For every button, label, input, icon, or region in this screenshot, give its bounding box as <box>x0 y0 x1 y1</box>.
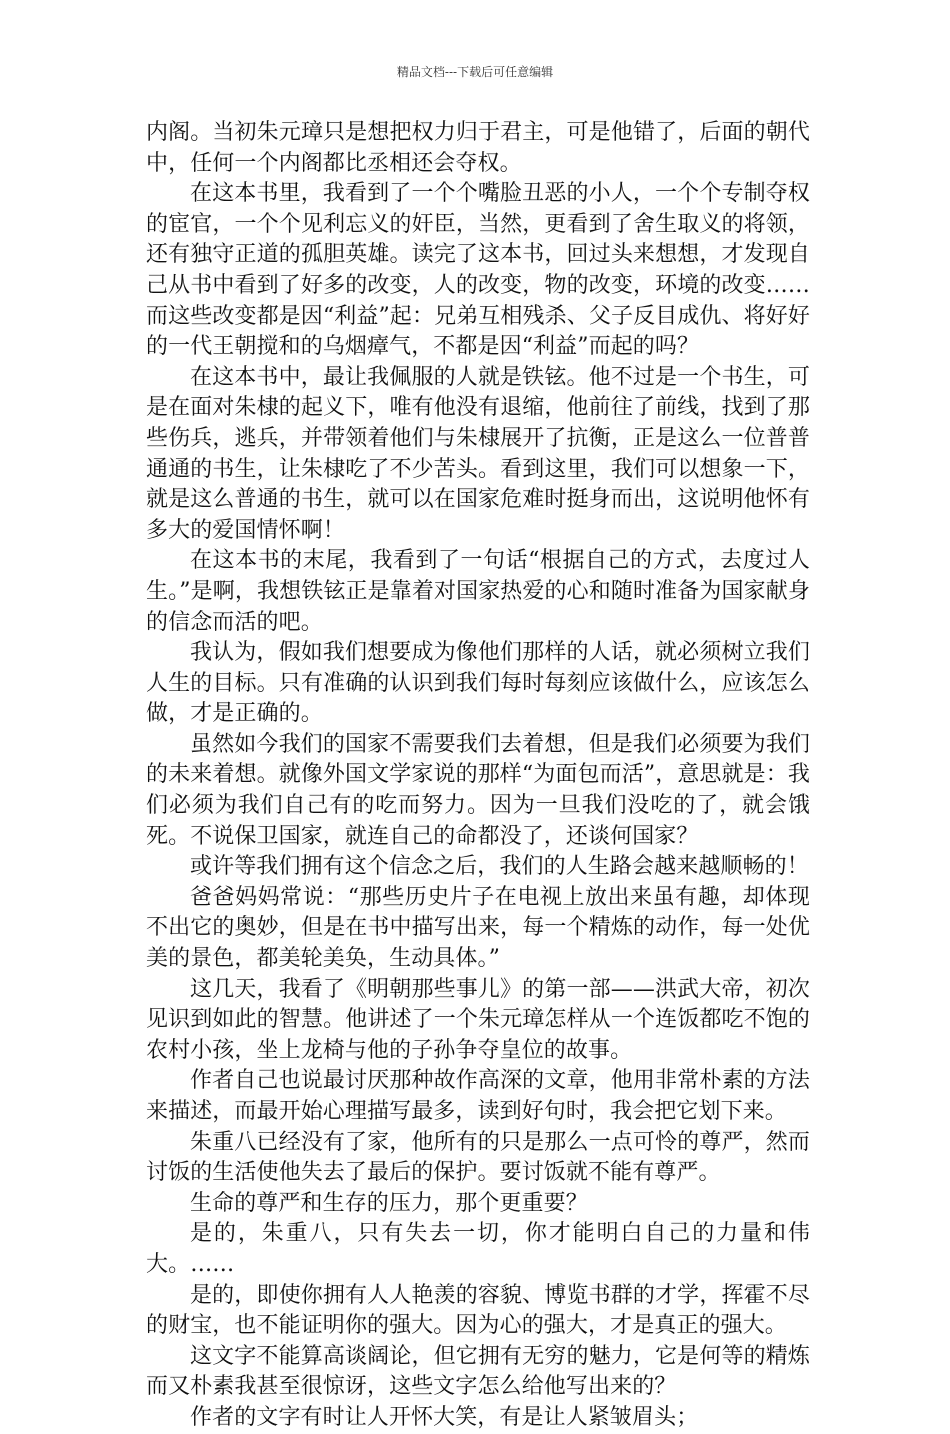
paragraph: 作者自己也说最讨厌那种故作高深的文章，他用非常朴素的方法来描述，而最开始心理描写最多，读到好句时，我会把它划下来。 <box>146 1068 810 1124</box>
paragraph: 这文字不能算高谈阔论，但它拥有无穷的魅力，它是何等的精炼而又朴素我甚至很惊讶，这些文字怎么给他写出来的？ <box>146 1343 810 1400</box>
paragraph: 是的，朱重八，只有失去一切，你才能明白自己的力量和伟大。…… <box>146 1221 810 1277</box>
paragraph: 是的，即使你拥有人人艳羡的容貌、博览书群的才学，挥霍不尽的财宝，也不能证明你的强大。因为心的强大，才是真正的强大。 <box>146 1282 810 1339</box>
paragraph: 或许等我们拥有这个信念之后，我们的人生路会越来越顺畅的！ <box>190 854 809 880</box>
paragraph: 生命的尊严和生存的压力，那个更重要？ <box>190 1190 588 1216</box>
paragraph: 内阁。当初朱元璋只是想把权力归于君主，可是他错了，后面的朝代中，任何一个内阁都比丞相还会夺权。 <box>146 120 810 176</box>
page-header: 精品文档---下载后可任意编辑 <box>396 65 554 79</box>
paragraph: 朱重八已经没有了家，他所有的只是那么一点可怜的尊严，然而讨饭的生活使他失去了最后的保护。要讨饭就不能有尊严。 <box>146 1129 810 1186</box>
paragraph: 在这本书中，最让我佩服的人就是铁铉。他不过是一个书生，可是在面对朱棣的起义下，唯有他没有退缩，他前往了前线，找到了那些伤兵，逃兵，并带领着他们与朱棣展开了抗衡，正是这么一位普普通通的书生，让朱棣吃了不少苦头。看到这里，我们可以想象一下，就是这么普通的书生，就可以在国家危难时挺身而出，这说明他怀有多大的爱国情怀啊！ <box>146 364 810 543</box>
document-body <box>146 118 810 1434</box>
paragraph: 在这本书里，我看到了一个个嘴脸丑恶的小人，一个个专制夺权的宦官，一个个见利忘义的奸臣，当然，更看到了舍生取义的将领，还有独守正道的孤胆英雄。读完了这本书，回过头来想想，才发现自己从书中看到了好多的改变，人的改变，物的改变，环境的改变……而这些改变都是因“利益”起：兄弟互相残杀、父子反目成仇、将好好的一代王朝搅和的乌烟瘴气，不都是因“利益”而起的吗？ <box>146 181 810 360</box>
paragraph: 虽然如今我们的国家不需要我们去着想，但是我们必须要为我们的未来着想。就像外国文学家说的那样“为面包而活”，意思就是：我们必须为我们自己有的吃而努力。因为一旦我们没吃的了，就会饿死。不说保卫国家，就连自己的命都没了，还谈何国家？ <box>146 731 810 849</box>
paragraph: 作者的文字有时让人开怀大笑，有是让人紧皱眉头； <box>190 1404 699 1430</box>
paragraph: 我认为，假如我们想要成为像他们那样的人话，就必须树立我们人生的目标。只有准确的认识到我们每时每刻应该做什么，应该怎么做，才是正确的。 <box>146 640 810 727</box>
paragraph: 这几天，我看了《明朝那些事儿》的第一部——洪武大帝，初次见识到如此的智慧。他讲述了一个朱元璋怎样从一个连饭都吃不饱的农村小孩，坐上龙椅与他的子孙争夺皇位的故事。 <box>146 976 810 1063</box>
paragraph: 爸爸妈妈常说：“那些历史片子在电视上放出来虽有趣，却体现不出它的奥妙，但是在书中描写出来，每一个精炼的动作，每一处优美的景色，都美轮美奂，生动具体。” <box>146 884 810 972</box>
paragraph: 在这本书的末尾，我看到了一句话“根据自己的方式，去度过人生。”是啊，我想铁铉正是靠着对国家热爱的心和随时准备为国家献身的信念而活的吧。 <box>146 548 810 635</box>
